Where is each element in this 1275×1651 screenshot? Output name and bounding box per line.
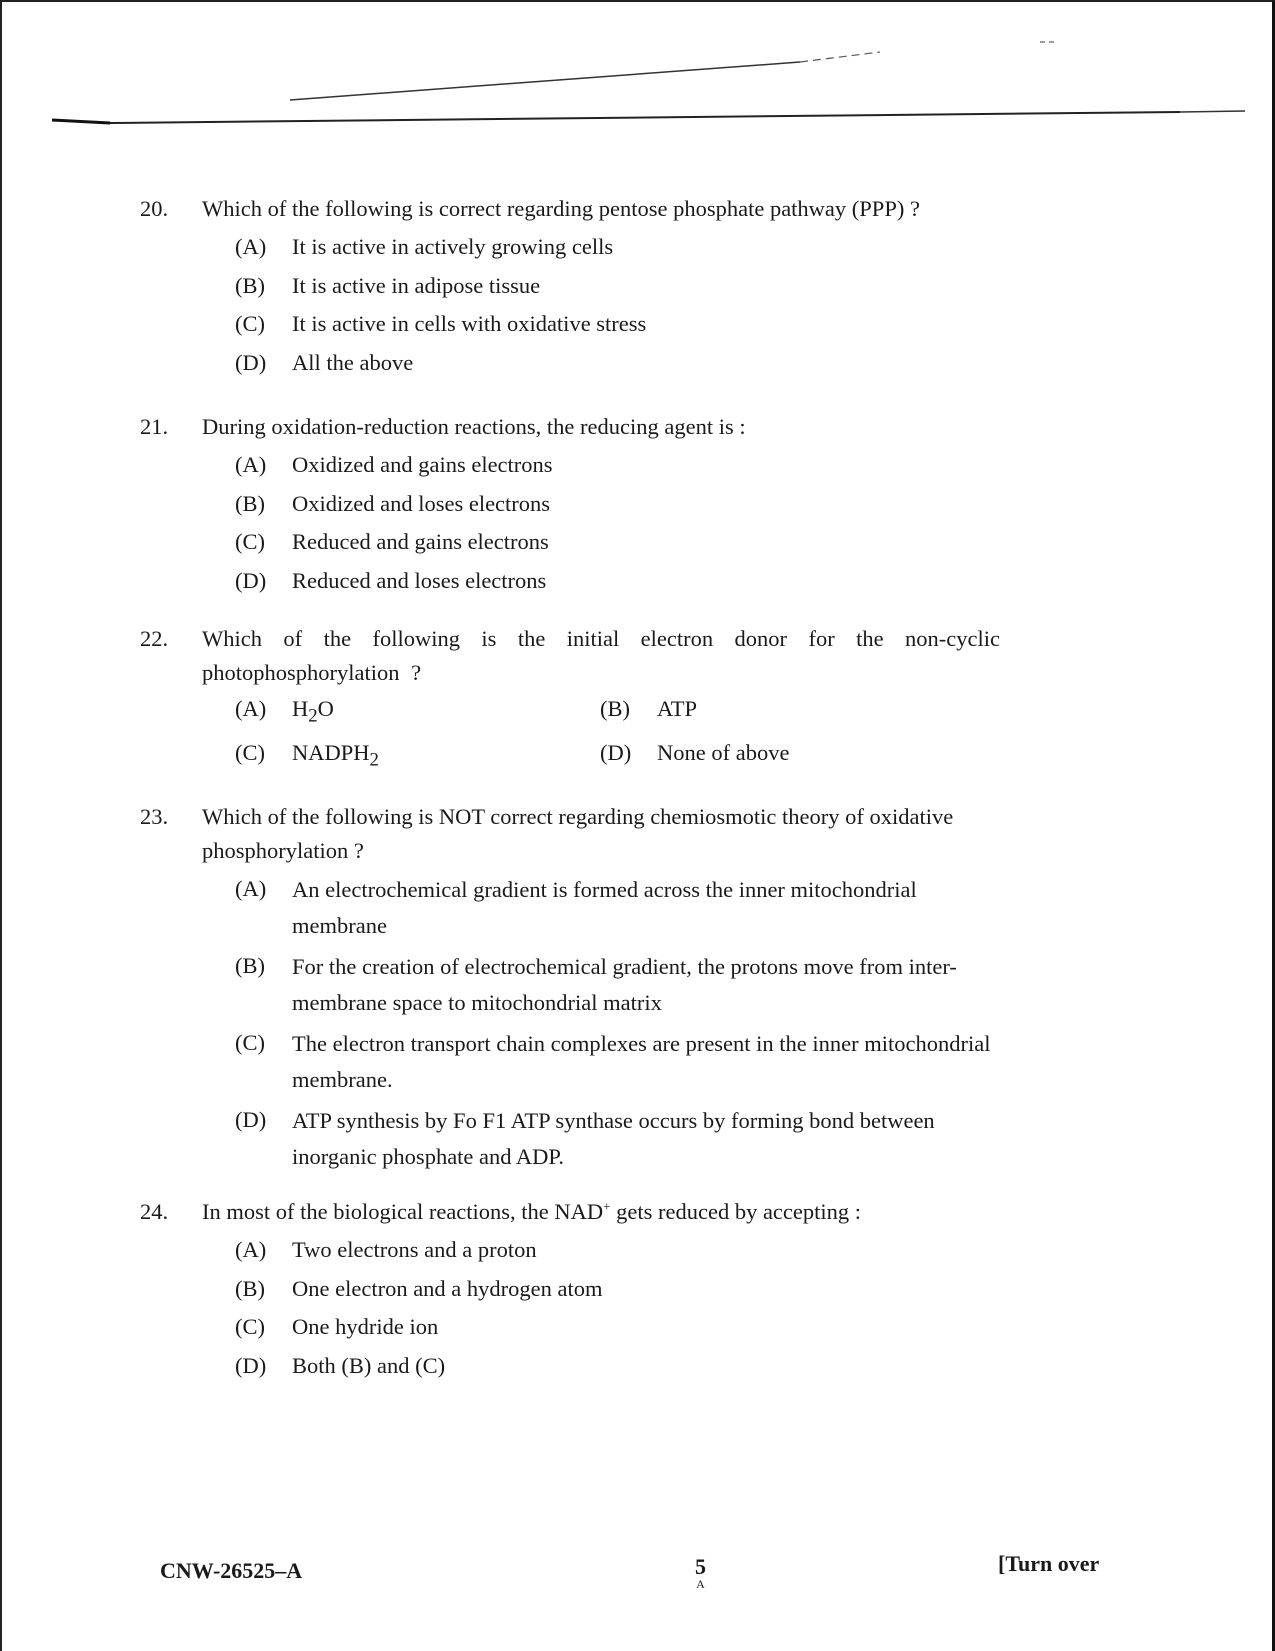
option-letter: (B) xyxy=(235,272,265,298)
question-text: During oxidation-reduction reactions, the reducing agent is : xyxy=(202,414,746,439)
option-letter: (C) xyxy=(235,1314,265,1340)
options-grid xyxy=(235,692,1000,775)
option-letter: (B) xyxy=(235,490,265,516)
option-c xyxy=(235,1310,1000,1344)
option-b xyxy=(235,949,1000,1021)
option-letter: (D) xyxy=(235,568,267,593)
option-d xyxy=(235,564,1000,598)
option-text: $H_2O$ xyxy=(292,695,334,726)
option-letter: (D) xyxy=(235,1106,267,1132)
question-number: 21. xyxy=(140,414,169,439)
option-text: One hydride ion xyxy=(292,1314,439,1340)
option-text: Oxidized and loses electrons xyxy=(292,490,551,516)
option-text: ATP synthesis by Fo F1 ATP synthase occurs by forming bond between inorganic phosphate and ADP. xyxy=(292,1107,935,1169)
turn-over-label: [Turn over xyxy=(998,1551,1100,1576)
option-b xyxy=(235,1272,1000,1306)
option-text: Oxidized and gains electrons xyxy=(292,451,553,477)
option-letter: (C) xyxy=(235,740,265,766)
option-d xyxy=(600,736,920,775)
question-number: 24. xyxy=(140,1199,169,1224)
option-text: It is active in cells with oxidative stress xyxy=(292,311,647,337)
option-c xyxy=(235,307,1000,341)
option-text: $NADPH_2$ xyxy=(292,740,379,771)
question-number: 20. xyxy=(140,196,169,221)
option-text: ATP xyxy=(657,695,698,721)
option-text: Two electrons and a proton xyxy=(292,1236,537,1262)
option-letter: (C) xyxy=(235,1029,265,1055)
option-c xyxy=(235,525,1000,559)
option-letter: (A) xyxy=(235,875,267,901)
page-number: 5 A xyxy=(695,1554,706,1591)
options-list xyxy=(235,1233,1000,1383)
option-text: For the creation of electrochemical gradient, the protons move from inter-membrane space to mitochondrial matrix xyxy=(292,953,957,1015)
page-mark: A xyxy=(696,1577,705,1591)
option-letter: (C) xyxy=(235,311,265,337)
question-number: 22. xyxy=(140,626,169,651)
option-text: An electrochemical gradient is formed across the inner mitochondrial membrane xyxy=(292,876,917,938)
option-b xyxy=(600,692,920,731)
paper-code: CNW-26525–A xyxy=(160,1558,303,1583)
option-d xyxy=(235,1349,1000,1383)
option-a xyxy=(235,692,600,731)
option-a xyxy=(235,448,1000,482)
option-text: It is active in adipose tissue xyxy=(292,272,541,298)
question-20 xyxy=(140,192,1000,385)
option-letter: (A) xyxy=(235,1236,267,1262)
options-list xyxy=(235,448,1000,598)
question-22 xyxy=(140,622,1000,775)
option-text: Reduced and gains electrons xyxy=(292,529,549,555)
option-letter: (D) xyxy=(235,1353,267,1378)
option-b xyxy=(235,269,1000,303)
question-text: Which of the following is NOT correct regarding chemiosmotic theory of oxidative phosphorylation ? xyxy=(202,804,954,863)
option-a xyxy=(235,872,1000,944)
option-letter: (A) xyxy=(235,451,267,477)
option-c xyxy=(235,736,600,775)
option-letter: (A) xyxy=(235,233,267,259)
header-rule-lines xyxy=(0,0,1275,160)
question-number: 23. xyxy=(140,804,169,829)
option-text: Both (B) and (C) xyxy=(292,1353,446,1378)
option-c xyxy=(235,1026,1000,1098)
question-23 xyxy=(140,800,1000,1180)
question-text: Which of the following is correct regarding pentose phosphate pathway (PPP) ? xyxy=(202,196,920,221)
option-text: The electron transport chain complexes are present in the inner mitochondrial membrane. xyxy=(292,1030,991,1092)
option-text: One electron and a hydrogen atom xyxy=(292,1275,603,1301)
option-letter: (B) xyxy=(235,952,265,978)
option-d xyxy=(235,346,1000,380)
option-letter: (B) xyxy=(235,1275,265,1301)
options-list xyxy=(235,230,1000,380)
options-list xyxy=(235,872,1000,1175)
option-letter: (A) xyxy=(235,695,267,721)
option-a xyxy=(235,1233,1000,1267)
option-letter: (D) xyxy=(235,350,267,375)
option-a xyxy=(235,230,1000,264)
question-21 xyxy=(140,410,1000,603)
option-letter: (C) xyxy=(235,529,265,555)
option-letter: (D) xyxy=(600,740,632,766)
option-text: Reduced and loses electrons xyxy=(292,568,547,593)
option-b xyxy=(235,487,1000,521)
question-text: Which of the following is the initial electron donor for the non-cyclic photophosphorylation ? xyxy=(202,626,1000,685)
question-text: In most of the biological reactions, the NAD+ gets reduced by accepting : xyxy=(202,1198,862,1224)
option-text: All the above xyxy=(292,350,414,375)
option-text: It is active in actively growing cells xyxy=(292,233,614,259)
option-letter: (B) xyxy=(600,695,630,721)
question-24 xyxy=(140,1195,1000,1388)
option-text: None of above xyxy=(657,740,790,766)
option-d xyxy=(235,1103,1000,1175)
